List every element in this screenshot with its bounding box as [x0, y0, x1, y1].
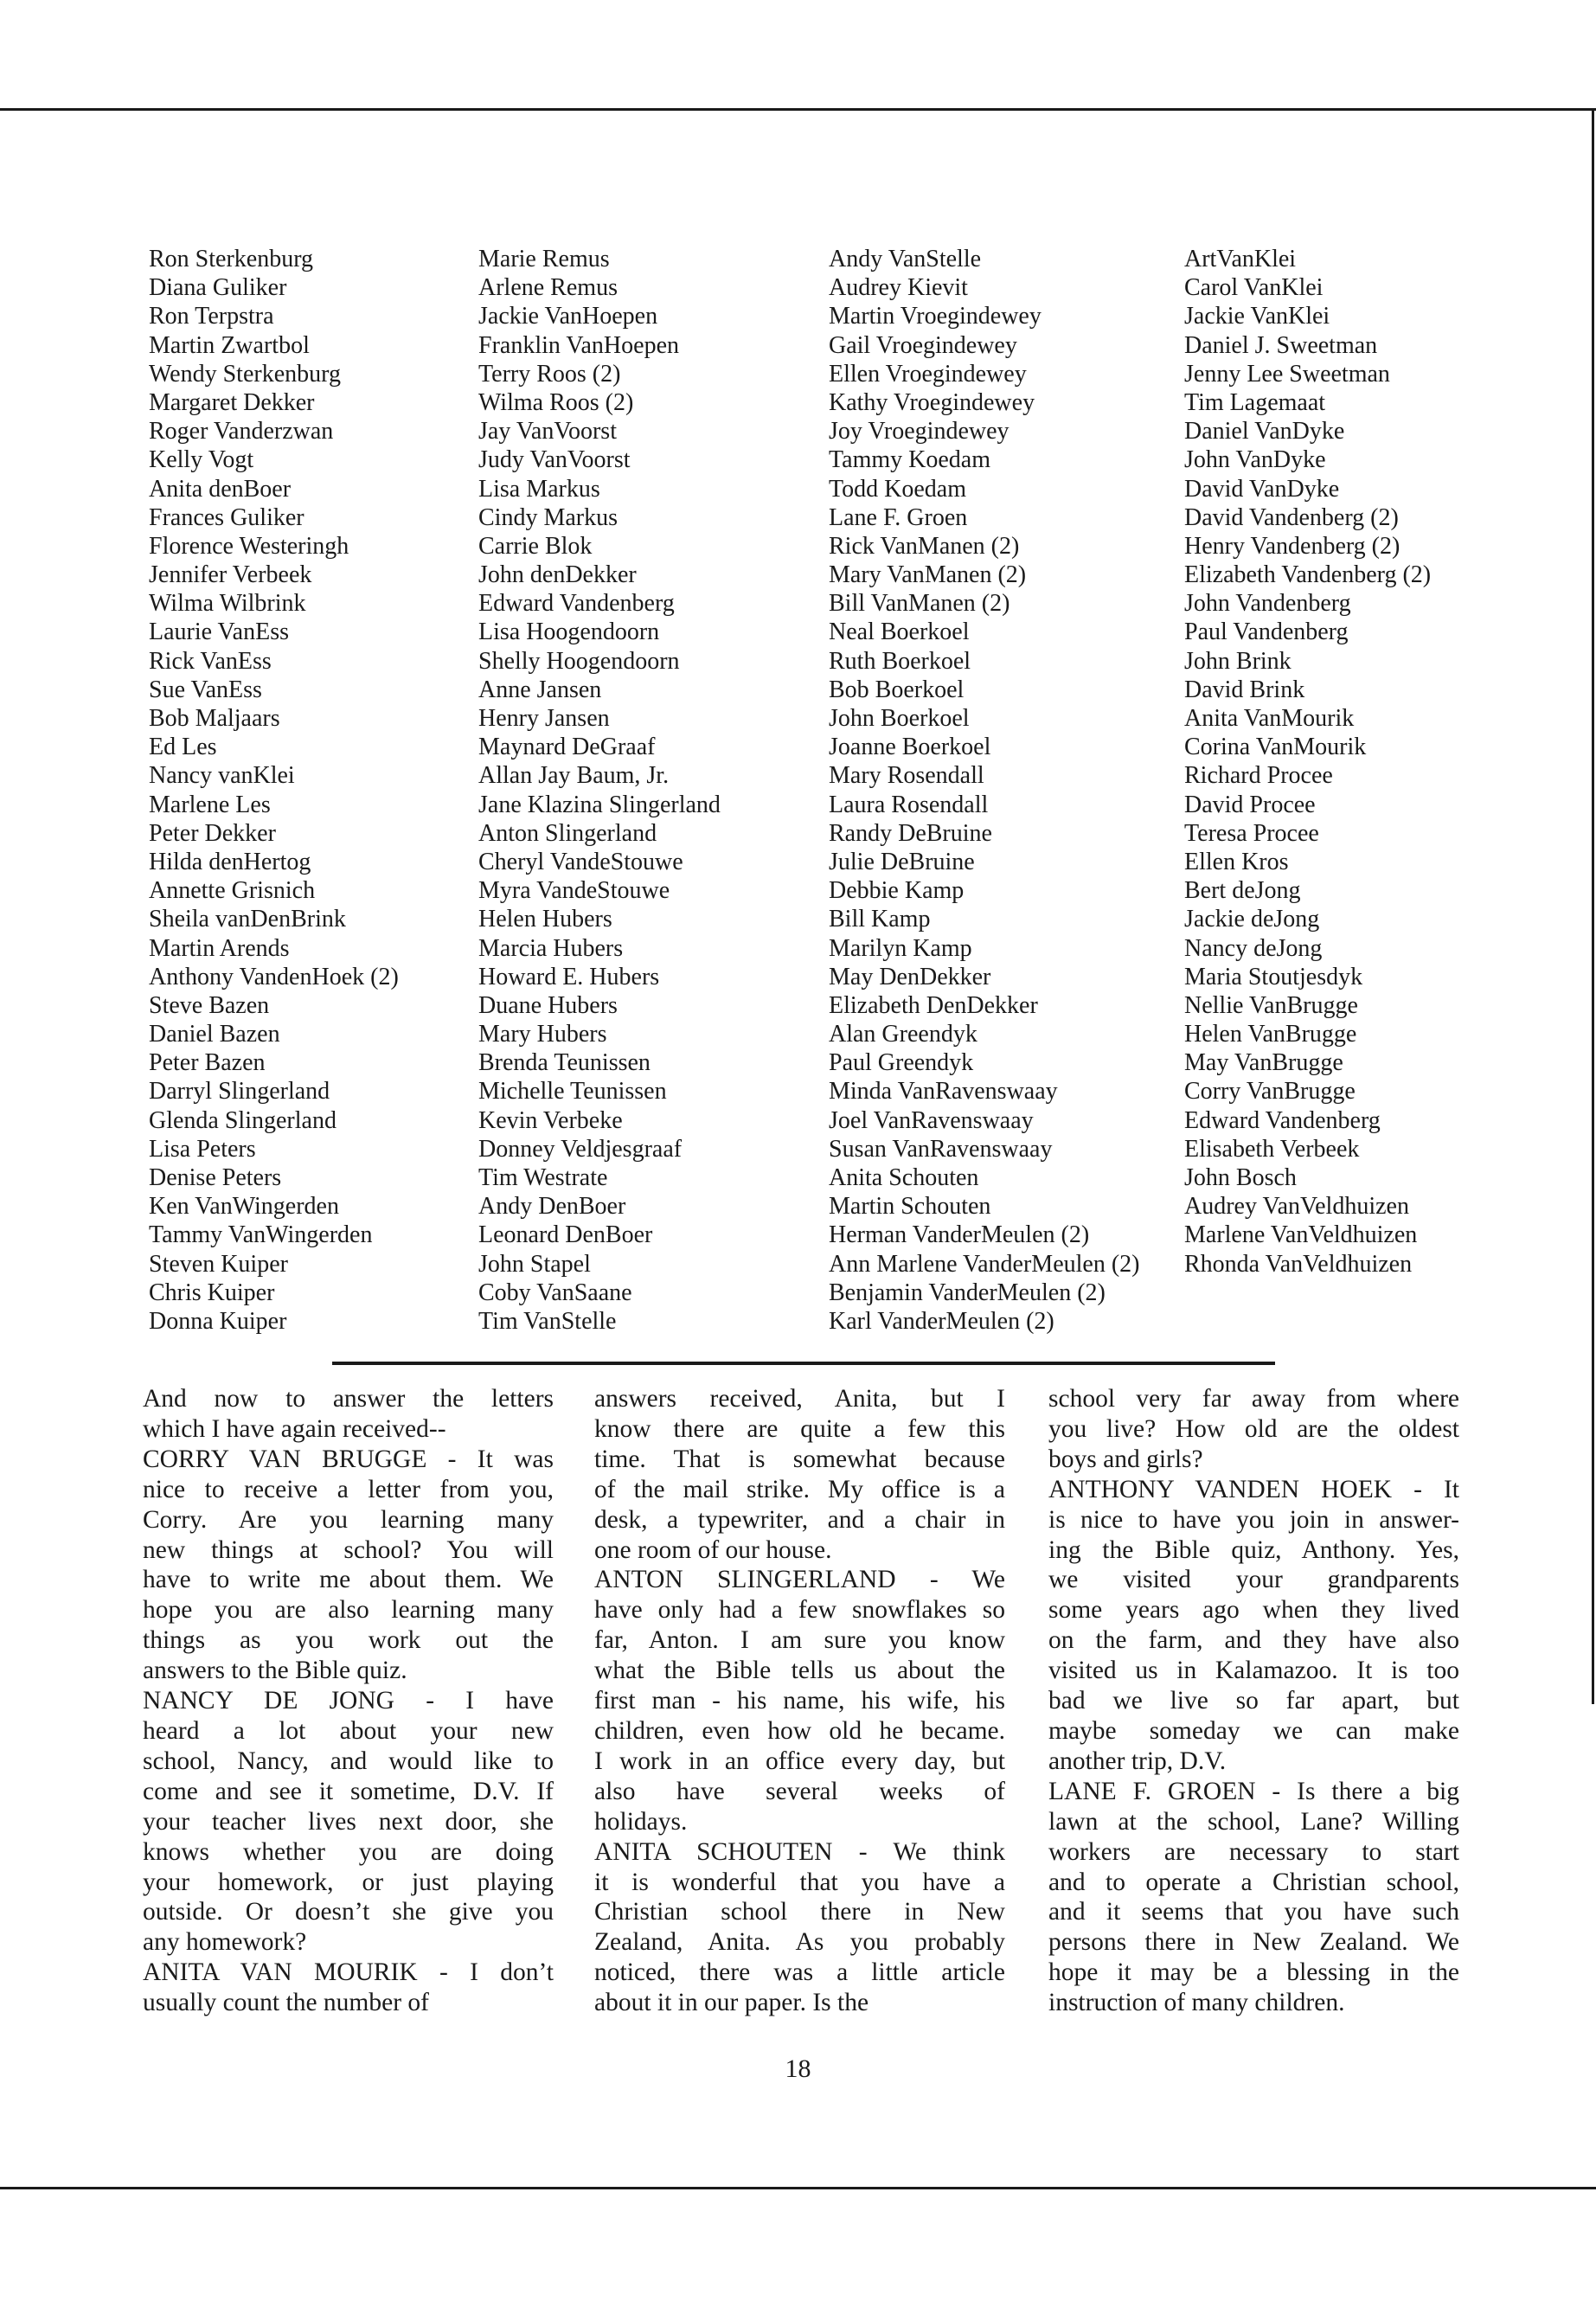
letter-line: ANTON SLINGERLAND - We — [594, 1566, 1005, 1594]
name-entry: Todd Koedam — [829, 475, 967, 503]
name-entry: Anita VanMourik — [1184, 705, 1355, 732]
name-entry: Steve Bazen — [149, 991, 270, 1019]
letter-line: persons there in New Zealand. We — [1048, 1928, 1459, 1957]
name-entry: Andy VanStelle — [829, 246, 982, 272]
letter-line: holidays. — [594, 1807, 688, 1836]
page-number: 18 — [785, 2054, 811, 2083]
name-entry: Audrey VanVeldhuizen — [1184, 1193, 1409, 1221]
letter-line: ing the Bible quiz, Anthony. Yes, — [1048, 1535, 1459, 1564]
name-entry: Neal Boerkoel — [829, 619, 970, 646]
name-entry: Mary Hubers — [478, 1021, 607, 1048]
letter-line: on the farm, and they have also — [1048, 1626, 1459, 1655]
letter-line: workers are necessary to start — [1048, 1837, 1459, 1866]
letters-column-2 — [594, 1384, 1005, 2018]
letter-line: noticed, there was a little article — [594, 1958, 1005, 1987]
name-entry: Martin Arends — [149, 934, 290, 962]
letter-line: boys and girls? — [1048, 1445, 1203, 1473]
name-entry: Jay VanVoorst — [478, 418, 617, 445]
letter-line: and it seems that you have such — [1048, 1898, 1459, 1926]
name-entry: Bill Kamp — [829, 906, 931, 933]
name-entry: Karl VanderMeulen (2) — [829, 1307, 1054, 1335]
name-entry: Edward Vandenberg — [478, 590, 675, 618]
name-entry: Andy DenBoer — [478, 1193, 626, 1221]
letter-line: also have several weeks of — [594, 1777, 1005, 1805]
name-entry: Tammy Koedam — [829, 446, 990, 474]
name-entry: John Brink — [1184, 647, 1292, 675]
letter-line: what the Bible tells us about the — [594, 1657, 1005, 1685]
letter-line: hope you are also learning many — [143, 1596, 554, 1625]
name-entry: Ron Sterkenburg — [149, 246, 314, 272]
name-entry: Daniel VanDyke — [1184, 418, 1345, 445]
name-entry: Diana Guliker — [149, 274, 287, 302]
letter-line: another trip, D.V. — [1048, 1747, 1227, 1775]
name-entry: Alan Greendyk — [829, 1021, 977, 1048]
letter-line: it is wonderful that you have a — [594, 1868, 1005, 1896]
name-entry: Rhonda VanVeldhuizen — [1184, 1250, 1413, 1278]
name-entry: Marlene VanVeldhuizen — [1184, 1221, 1418, 1249]
letter-line: bad we live so far apart, but — [1048, 1687, 1459, 1715]
name-entry: Paul Vandenberg — [1184, 619, 1349, 646]
letter-line: ANITA SCHOUTEN - We think — [594, 1837, 1005, 1866]
page-border-bottom — [0, 2187, 1596, 2189]
name-entry: Nancy vanKlei — [149, 762, 295, 790]
name-entry: May DenDekker — [829, 963, 991, 990]
letter-line: time. That is somewhat because — [594, 1445, 1005, 1473]
letter-line: have only had a few snowflakes so — [594, 1596, 1005, 1625]
name-entry: Jane Klazina Slingerland — [478, 791, 721, 818]
name-entry: Helen VanBrugge — [1184, 1021, 1357, 1048]
name-entry: Henry Vandenberg (2) — [1184, 532, 1401, 560]
letter-line: usually count the number of — [143, 1989, 429, 2017]
letter-line: nice to receive a letter from you, — [143, 1475, 554, 1503]
names-column-2 — [478, 245, 721, 1336]
letters-column-3 — [1048, 1384, 1459, 2018]
name-entry: Annette Grisnich — [149, 877, 316, 905]
name-entry: Teresa Procee — [1184, 819, 1319, 847]
name-entry: Maria Stoutjesdyk — [1184, 963, 1363, 990]
letter-line: answers to the Bible quiz. — [143, 1657, 407, 1685]
name-entry: Henry Jansen — [478, 705, 610, 732]
name-entry: Sue VanEss — [149, 676, 262, 703]
name-entry: Jennifer Verbeek — [149, 561, 312, 589]
name-entry: Jackie VanKlei — [1184, 303, 1330, 330]
letter-line: answers received, Anita, but I — [594, 1385, 1005, 1413]
name-entry: Peter Dekker — [149, 819, 276, 847]
name-entry: Denise Peters — [149, 1164, 282, 1191]
letter-line: any homework? — [143, 1928, 307, 1957]
name-entry: Gail Vroegindewey — [829, 331, 1017, 359]
name-entry: Kevin Verbeke — [478, 1106, 623, 1134]
name-entry: Ron Terpstra — [149, 303, 274, 330]
name-entry: Tim Westrate — [478, 1164, 608, 1191]
name-entry: John Bosch — [1184, 1164, 1297, 1191]
name-entry: Susan VanRavenswaay — [829, 1135, 1053, 1163]
name-entry: Ellen Kros — [1184, 848, 1289, 875]
name-entry: Corry VanBrugge — [1184, 1078, 1356, 1106]
name-entry: Joel VanRavenswaay — [829, 1106, 1034, 1134]
letter-line: we visited your grandparents — [1048, 1566, 1459, 1594]
letter-line: things as you work out the — [143, 1626, 554, 1655]
letter-line: school, Nancy, and would like to — [143, 1747, 554, 1775]
letter-line: which I have again received-- — [143, 1414, 446, 1443]
name-entry: Anton Slingerland — [478, 819, 657, 847]
name-entry: John Vandenberg — [1184, 590, 1351, 618]
names-column-4 — [1184, 245, 1431, 1279]
name-entry: Ann Marlene VanderMeulen (2) — [829, 1250, 1140, 1278]
name-entry: Bob Maljaars — [149, 705, 280, 732]
name-entry: Richard Procee — [1184, 762, 1333, 790]
name-entry: Tim Lagemaat — [1184, 388, 1326, 416]
letter-line: Zealand, Anita. As you probably — [594, 1928, 1005, 1957]
name-entry: Frances Guliker — [149, 503, 304, 531]
name-entry: Marcia Hubers — [478, 934, 624, 962]
name-entry: Michelle Teunissen — [478, 1078, 667, 1106]
name-entry: Howard E. Hubers — [478, 963, 660, 990]
letter-line: come and see it sometime, D.V. If — [143, 1777, 554, 1805]
name-entry: Tammy VanWingerden — [149, 1221, 373, 1249]
name-entry: Judy VanVoorst — [478, 446, 631, 474]
letter-line: ANTHONY VANDEN HOEK - It — [1048, 1475, 1459, 1503]
name-entry: Lisa Peters — [149, 1135, 256, 1163]
letter-line: far, Anton. I am sure you know — [594, 1626, 1005, 1655]
letter-line: knows whether you are doing — [143, 1837, 554, 1866]
letter-line: lawn at the school, Lane? Willing — [1048, 1807, 1459, 1836]
letter-line: is nice to have you join in answer- — [1048, 1505, 1459, 1534]
name-entry: David Procee — [1184, 791, 1316, 818]
name-entry: Ellen Vroegindewey — [829, 360, 1027, 388]
name-entry: Darryl Slingerland — [149, 1078, 330, 1106]
letter-line: instruction of many children. — [1048, 1989, 1345, 2017]
name-entry: Chris Kuiper — [149, 1279, 275, 1306]
name-entry: Leonard DenBoer — [478, 1221, 653, 1249]
letter-line: I work in an office every day, but — [594, 1747, 1005, 1775]
name-entry: Cheryl VandeStouwe — [478, 848, 683, 875]
letter-line: outside. Or doesn’t she give you — [143, 1898, 554, 1926]
name-entry: Tim VanStelle — [478, 1307, 617, 1335]
name-entry: Daniel J. Sweetman — [1184, 331, 1378, 359]
letter-line: NANCY DE JONG - I have — [143, 1687, 554, 1715]
letter-line: new things at school? You will — [143, 1535, 554, 1564]
letter-line: you live? How old are the oldest — [1048, 1414, 1459, 1443]
name-entry: Marlene Les — [149, 791, 271, 818]
name-entry: Glenda Slingerland — [149, 1106, 337, 1134]
name-entry: Carrie Blok — [478, 532, 593, 560]
name-entry: Paul Greendyk — [829, 1049, 974, 1077]
name-entry: Edward Vandenberg — [1184, 1106, 1381, 1134]
name-entry: Wilma Wilbrink — [149, 590, 306, 618]
name-entry: Lisa Hoogendoorn — [478, 619, 660, 646]
name-entry: Marie Remus — [478, 246, 610, 272]
name-entry: Anita denBoer — [149, 475, 292, 503]
name-entry: Julie DeBruine — [829, 848, 975, 875]
name-entry: Shelly Hoogendoorn — [478, 647, 680, 675]
name-entry: Ruth Boerkoel — [829, 647, 971, 675]
letter-line: Corry. Are you learning many — [143, 1505, 554, 1534]
name-entry: Anita Schouten — [829, 1164, 979, 1191]
name-entry: Arlene Remus — [478, 274, 618, 302]
letter-line: ANITA VAN MOURIK - I don’t — [143, 1958, 554, 1987]
name-entry: Mary VanManen (2) — [829, 561, 1027, 589]
name-entry: Martin Schouten — [829, 1193, 991, 1221]
name-entry: Franklin VanHoepen — [478, 331, 679, 359]
name-entry: Nellie VanBrugge — [1184, 991, 1358, 1019]
letter-line: your teacher lives next door, she — [143, 1807, 554, 1836]
name-entry: Anthony VandenHoek (2) — [149, 963, 399, 990]
name-entry: Bill VanManen (2) — [829, 590, 1010, 618]
name-entry: Allan Jay Baum, Jr. — [478, 762, 670, 790]
name-entry: Donney Veldjesgraaf — [478, 1135, 683, 1163]
name-entry: Margaret Dekker — [149, 388, 315, 416]
name-entry: Elizabeth DenDekker — [829, 991, 1038, 1019]
name-entry: Jenny Lee Sweetman — [1184, 360, 1390, 388]
name-entry: Laura Rosendall — [829, 791, 989, 818]
name-entry: Duane Hubers — [478, 991, 618, 1019]
letter-line: your homework, or just playing — [143, 1868, 554, 1896]
name-entry: Wendy Sterkenburg — [149, 360, 341, 388]
name-entry: Martin Vroegindewey — [829, 303, 1042, 330]
name-entry: John Boerkoel — [829, 705, 970, 732]
letter-line: hope it may be a blessing in the — [1048, 1958, 1459, 1987]
letter-line: one room of our house. — [594, 1535, 832, 1564]
name-entry: May VanBrugge — [1184, 1049, 1343, 1077]
letter-line: first man - his name, his wife, his — [594, 1687, 1005, 1715]
name-entry: Joanne Boerkoel — [829, 734, 991, 761]
name-entry: Martin Zwartbol — [149, 331, 310, 359]
name-entry: Brenda Teunissen — [478, 1049, 651, 1077]
name-entry: Rick VanManen (2) — [829, 532, 1020, 560]
name-entry: Minda VanRavenswaay — [829, 1078, 1058, 1106]
name-entry: Ken VanWingerden — [149, 1193, 339, 1221]
name-entry: Marilyn Kamp — [829, 934, 972, 962]
name-entry: Joy Vroegindewey — [829, 418, 1010, 445]
name-entry: David Brink — [1184, 676, 1305, 703]
name-entry: John denDekker — [478, 561, 637, 589]
names-column-3 — [829, 245, 1139, 1336]
names-column-1 — [149, 245, 399, 1336]
name-entry: Florence Westeringh — [149, 532, 349, 560]
name-entry: Herman VanderMeulen (2) — [829, 1221, 1090, 1249]
name-entry: Steven Kuiper — [149, 1250, 288, 1278]
name-entry: Nancy deJong — [1184, 934, 1323, 962]
name-entry: John Stapel — [478, 1250, 591, 1278]
name-entry: Ed Les — [149, 734, 217, 761]
letters-column-1 — [143, 1384, 554, 2018]
page-border-right — [1592, 108, 1594, 1704]
letter-line: maybe someday we can make — [1048, 1716, 1459, 1745]
name-entry: Helen Hubers — [478, 906, 612, 933]
name-entry: Daniel Bazen — [149, 1021, 280, 1048]
letter-line: CORRY VAN BRUGGE - It was — [143, 1445, 554, 1473]
letter-line: visited us in Kalamazoo. It is too — [1048, 1657, 1459, 1685]
name-entry: Benjamin VanderMeulen (2) — [829, 1279, 1106, 1306]
name-entry: John VanDyke — [1184, 446, 1326, 474]
letter-line: desk, a typewriter, and a chair in — [594, 1505, 1005, 1534]
name-entry: Laurie VanEss — [149, 619, 289, 646]
name-entry: Myra VandeStouwe — [478, 877, 670, 905]
letter-line: know there are quite a few this — [594, 1414, 1005, 1443]
name-entry: David VanDyke — [1184, 475, 1340, 503]
name-entry: Terry Roos (2) — [478, 360, 621, 388]
name-entry: Coby VanSaane — [478, 1279, 632, 1306]
name-entry: Lane F. Groen — [829, 503, 968, 531]
name-entry: Audrey Kievit — [829, 274, 968, 302]
name-entry: Jackie deJong — [1184, 906, 1320, 933]
name-entry: Kathy Vroegindewey — [829, 388, 1035, 416]
letter-line: have to write me about them. We — [143, 1566, 554, 1594]
name-entry: David Vandenberg (2) — [1184, 503, 1399, 531]
name-entry: ArtVanKlei — [1184, 246, 1297, 272]
section-divider — [332, 1362, 1275, 1365]
letter-line: about it in our paper. Is the — [594, 1989, 869, 2017]
page-border-top — [0, 108, 1596, 111]
letter-line: some years ago when they lived — [1048, 1596, 1459, 1625]
letter-line: heard a lot about your new — [143, 1716, 554, 1745]
name-entry: Elizabeth Vandenberg (2) — [1184, 561, 1432, 589]
letter-line: school very far away from where — [1048, 1385, 1459, 1413]
name-entry: Randy DeBruine — [829, 819, 992, 847]
letter-line: Christian school there in New — [594, 1898, 1005, 1926]
name-entry: Hilda denHertog — [149, 848, 311, 875]
name-entry: Wilma Roos (2) — [478, 388, 634, 416]
name-entry: Carol VanKlei — [1184, 274, 1324, 302]
name-entry: Lisa Markus — [478, 475, 600, 503]
name-entry: Elisabeth Verbeek — [1184, 1135, 1360, 1163]
name-entry: Roger Vanderzwan — [149, 418, 334, 445]
name-entry: Anne Jansen — [478, 676, 602, 703]
name-entry: Sheila vanDenBrink — [149, 906, 346, 933]
name-entry: Jackie VanHoepen — [478, 303, 658, 330]
name-entry: Bert deJong — [1184, 877, 1301, 905]
name-entry: Kelly Vogt — [149, 446, 254, 474]
name-entry: Cindy Markus — [478, 503, 618, 531]
letter-line: LANE F. GROEN - Is there a big — [1048, 1777, 1459, 1805]
name-entry: Bob Boerkoel — [829, 676, 965, 703]
name-entry: Peter Bazen — [149, 1049, 266, 1077]
letter-line: children, even how old he became. — [594, 1716, 1005, 1745]
name-entry: Debbie Kamp — [829, 877, 965, 905]
letter-line: of the mail strike. My office is a — [594, 1475, 1005, 1503]
name-entry: Rick VanEss — [149, 647, 272, 675]
letter-line: and to operate a Christian school, — [1048, 1868, 1459, 1896]
letter-line: And now to answer the letters — [143, 1385, 554, 1413]
name-entry: Donna Kuiper — [149, 1307, 287, 1335]
name-entry: Mary Rosendall — [829, 762, 984, 790]
name-entry: Corina VanMourik — [1184, 734, 1367, 761]
name-entry: Maynard DeGraaf — [478, 734, 656, 761]
